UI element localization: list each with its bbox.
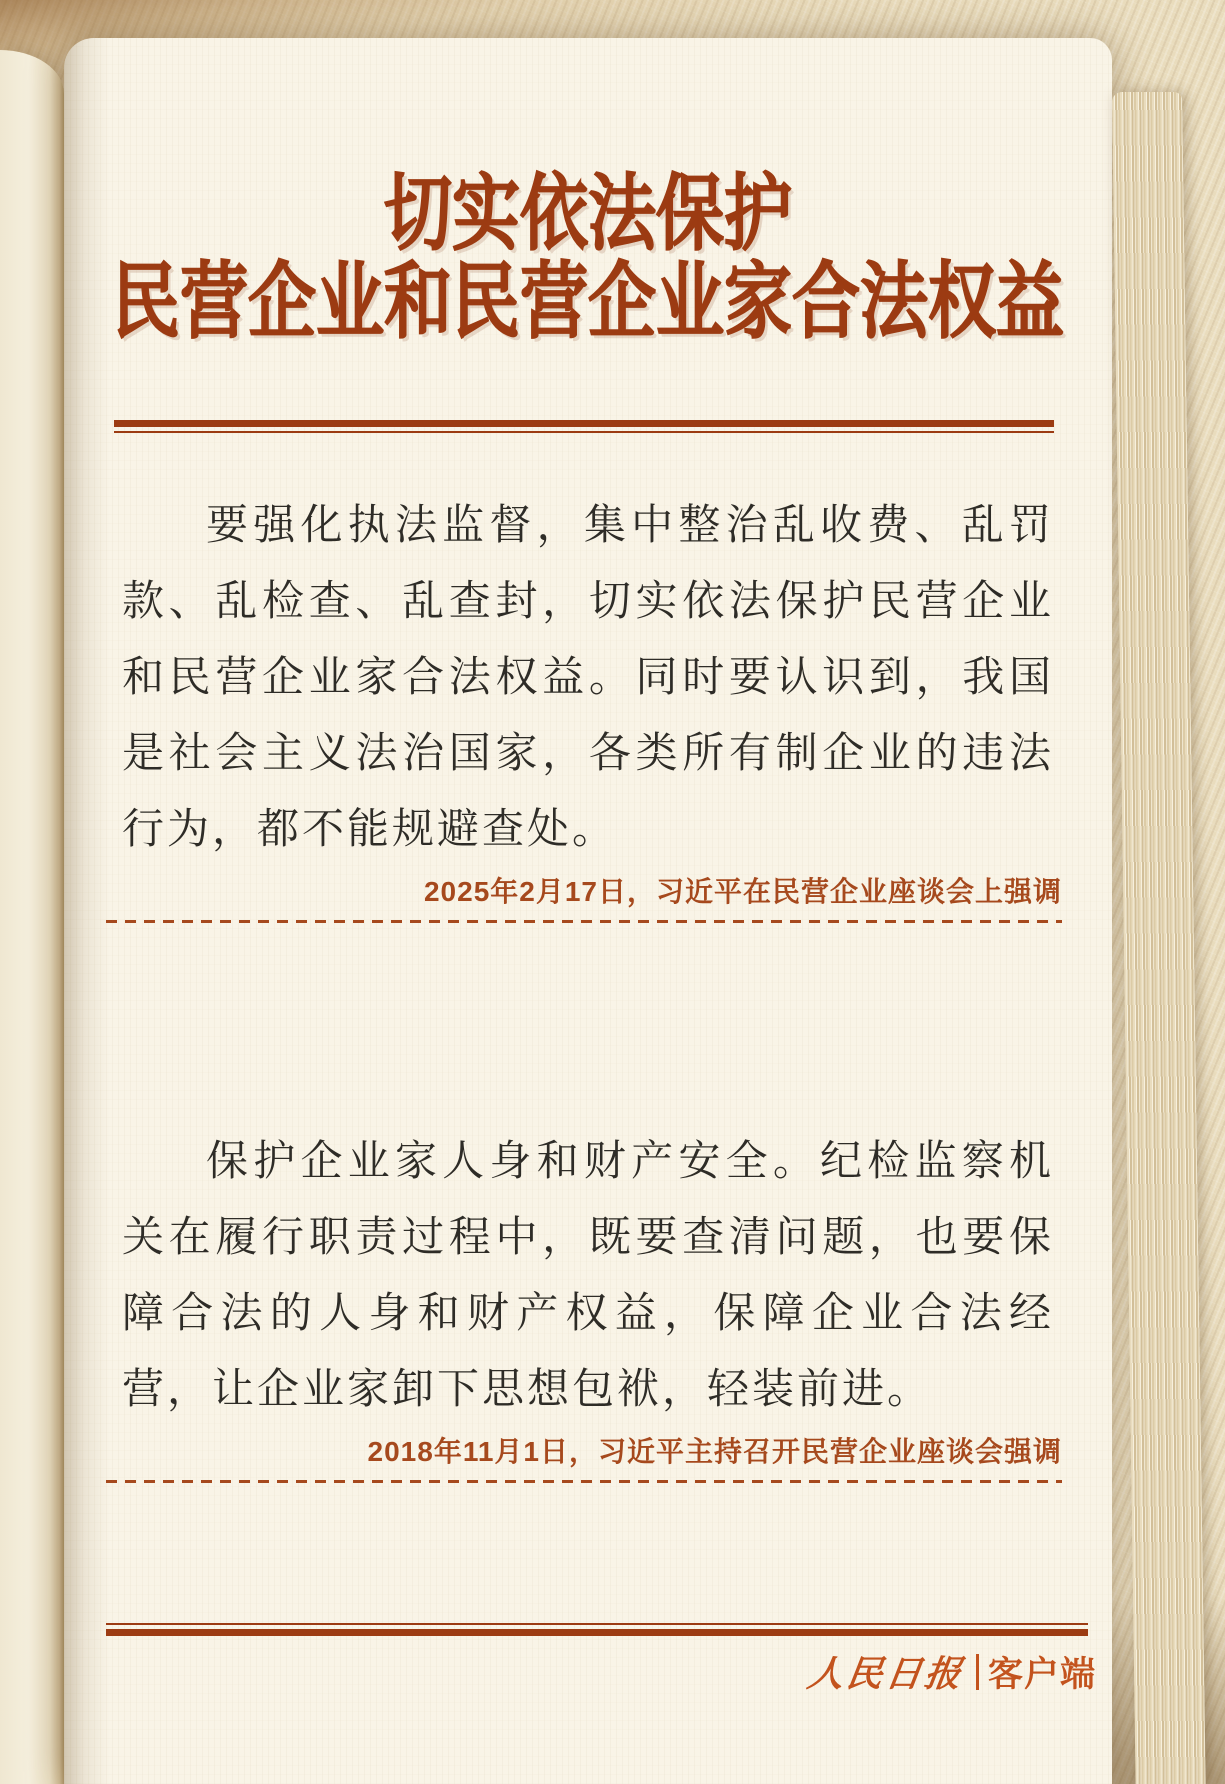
quote-paragraph-2: 保护企业家人身和财产安全。纪检监察机关在履行职责过程中，既要查清问题，也要保障合法的人身和财产权益，保障企业合法经营，让企业家卸下思想包袱，轻装前进。 [122, 1136, 1054, 1413]
footer-divider-thick-line [106, 1629, 1088, 1636]
quote-attribution-1: 2025年2月17日，习近平在民营企业座谈会上强调 [423, 876, 1062, 907]
book-right-page [64, 38, 1112, 1784]
client-app-label: 客户端 [987, 1654, 1096, 1694]
dashed-separator-1 [106, 920, 1062, 923]
title-divider [114, 420, 1054, 433]
title-divider-thick-line [114, 420, 1054, 427]
dashed-separator-2 [106, 1480, 1062, 1483]
book-left-page-edge [0, 50, 64, 1784]
page-content [64, 38, 1112, 1784]
page-title [64, 38, 1112, 349]
page-title-line1: 切实依法保护 [383, 167, 792, 261]
quote-paragraph-1: 要强化执法监督，集中整治乱收费、乱罚款、乱检查、乱查封，切实依法保护民营企业和民营企业家合法权益。同时要认识到，我国是社会主义法治国家，各类所有制企业的违法行为，都不能规避查处。 [122, 500, 1054, 853]
quote-attribution-2: 2018年11月1日，习近平主持召开民营企业座谈会强调 [367, 1436, 1062, 1467]
publisher-logo [64, 1646, 1112, 1697]
peoples-daily-logotype: 人民日报 [804, 1653, 967, 1695]
footer-divider [106, 1623, 1088, 1636]
book-page-stack-edge [1112, 92, 1206, 1784]
logo-divider-bar [976, 1654, 979, 1690]
title-divider-thin-line [114, 431, 1054, 433]
page-title-line2: 民营企业和民营企业家合法权益 [111, 255, 1064, 349]
footer-divider-thin-line [106, 1623, 1088, 1625]
